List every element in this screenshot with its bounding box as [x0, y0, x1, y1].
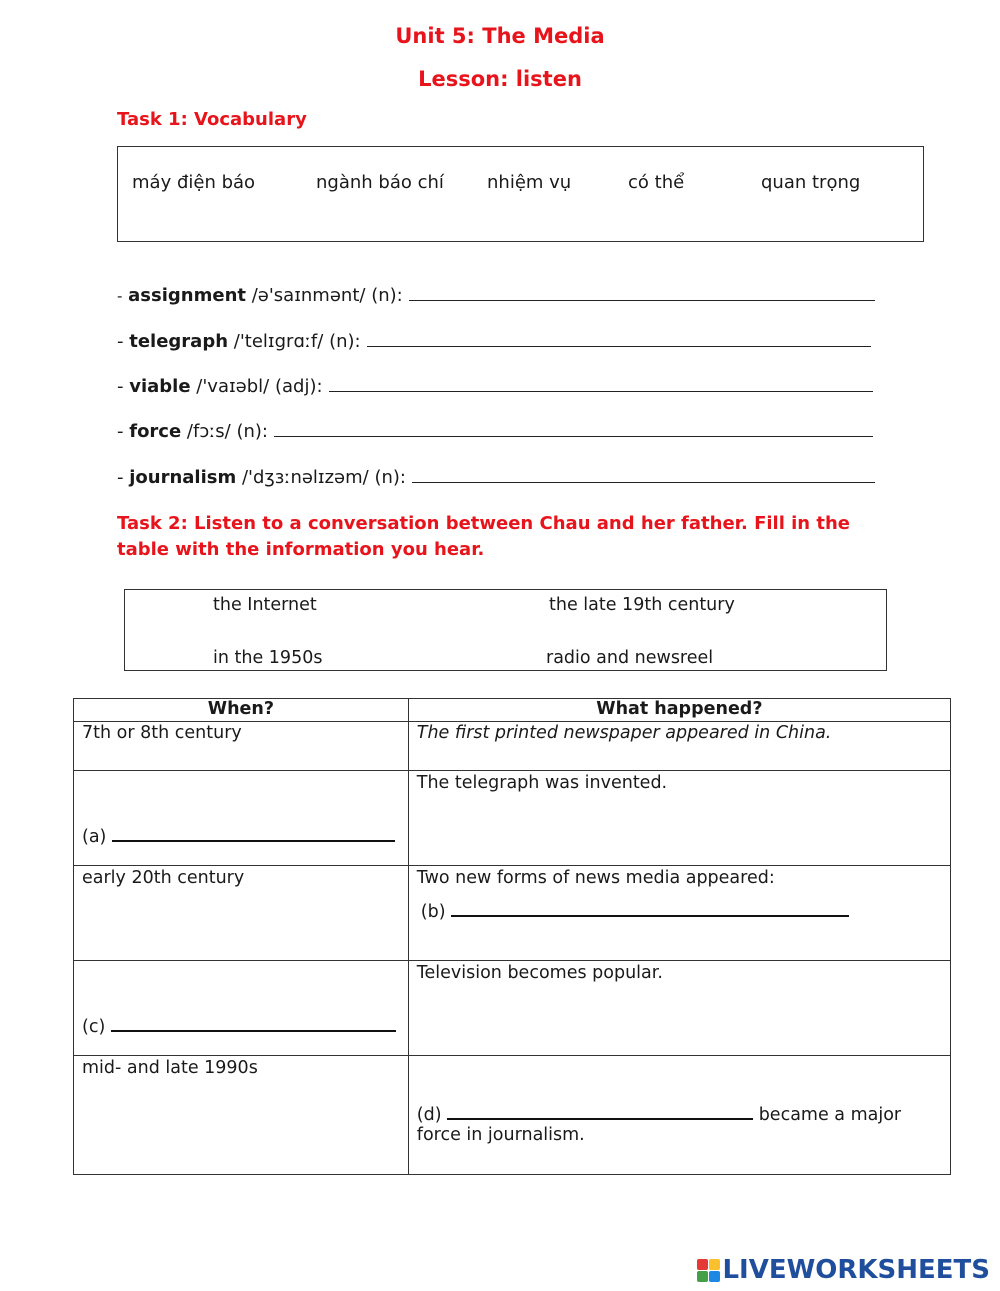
- vocab-phonetic: /'dʒɜːnəlɪzəm/: [241, 467, 369, 488]
- vocab-phonetic: /fɔːs/: [186, 421, 231, 442]
- task2-heading-line2: table with the information you hear.: [117, 539, 485, 560]
- vocab-item: - force /fɔːs/ (n):: [117, 420, 873, 442]
- word-bank-item: ngành báo chí: [316, 172, 444, 193]
- cell-what: [408, 866, 950, 961]
- table-row: [74, 961, 951, 1056]
- answer-line[interactable]: [367, 330, 871, 347]
- vocab-pos: (n):: [371, 285, 403, 306]
- cell-what: The first printed newspaper appeared in China.: [408, 722, 950, 771]
- cell-when: mid- and late 1990s: [74, 1056, 409, 1175]
- vocab-phonetic: /'telɪgrɑːf/: [233, 331, 324, 352]
- vocab-phonetic: /'vaɪəbl/: [196, 376, 270, 397]
- cell-what-text: force in journalism.: [416, 1125, 585, 1145]
- blank-label: (b): [420, 902, 446, 922]
- vocab-item: - telegraph /'telɪgrɑːf/ (n):: [117, 330, 871, 352]
- option-item: in the 1950s: [213, 648, 323, 668]
- vocab-item: - journalism /'dʒɜːnəlɪzəm/ (n):: [117, 466, 875, 488]
- vocab-word: assignment: [128, 285, 246, 306]
- blank-label: (c): [82, 1017, 106, 1037]
- word-bank-item: có thể: [628, 172, 685, 193]
- table-row: [74, 1056, 951, 1175]
- option-item: the late 19th century: [549, 595, 735, 615]
- column-header-when: When?: [74, 699, 409, 722]
- task1-heading: Task 1: Vocabulary: [117, 109, 307, 130]
- cell-what-text: Two new forms of news media appeared:: [416, 868, 775, 888]
- cell-what: The telegraph was invented.: [408, 771, 950, 866]
- vocab-word: force: [129, 421, 182, 442]
- table-header-row: [74, 699, 951, 722]
- vocab-item: - assignment /ə'saɪnmənt/ (n):: [117, 284, 875, 306]
- vocab-word: telegraph: [129, 331, 229, 352]
- vocab-pos: (n):: [374, 467, 406, 488]
- cell-what: Television becomes popular.: [408, 961, 950, 1056]
- cell-when: early 20th century: [74, 866, 409, 961]
- answer-blank-a[interactable]: [112, 826, 395, 842]
- unit-title: Unit 5: The Media: [395, 24, 605, 48]
- cell-what-text: became a major: [758, 1105, 902, 1125]
- timeline-table: [73, 698, 951, 1175]
- lesson-title: Lesson: listen: [418, 67, 582, 91]
- vocab-pos: (n):: [236, 421, 268, 442]
- table-row: [74, 771, 951, 866]
- answer-line[interactable]: [409, 284, 875, 301]
- option-item: radio and newsreel: [546, 648, 714, 668]
- vocab-phonetic: /ə'saɪnmənt/: [251, 285, 366, 306]
- task2-heading-line1: Task 2: Listen to a conversation between Chau and her father. Fill in the: [117, 513, 851, 534]
- answer-line[interactable]: [412, 466, 875, 483]
- column-header-what: What happened?: [408, 699, 950, 722]
- table-row: [74, 866, 951, 961]
- table-row: [74, 722, 951, 771]
- blank-label: (a): [82, 827, 107, 847]
- vocab-item: - viable /'vaɪəbl/ (adj):: [117, 375, 873, 397]
- blank-label: (d): [416, 1105, 442, 1125]
- vocab-pos: (adj):: [274, 376, 323, 397]
- word-bank-item: nhiệm vụ: [487, 172, 572, 193]
- answer-line[interactable]: [329, 375, 873, 392]
- vocab-pos: (n):: [329, 331, 361, 352]
- logo-mark-icon: [697, 1259, 720, 1282]
- liveworksheets-logo: [697, 1255, 990, 1285]
- answer-blank-b[interactable]: [451, 901, 849, 917]
- answer-blank-d[interactable]: [447, 1104, 753, 1120]
- vocab-word: journalism: [129, 467, 237, 488]
- answer-line[interactable]: [274, 420, 873, 437]
- brand-name: LIVEWORKSHEETS: [722, 1255, 990, 1285]
- answer-blank-c[interactable]: [111, 1016, 396, 1032]
- word-bank-box: [117, 146, 924, 242]
- cell-when: [74, 771, 409, 866]
- word-bank-item: quan trọng: [761, 172, 861, 193]
- vocab-word: viable: [129, 376, 191, 397]
- cell-what: [408, 1056, 950, 1175]
- options-box: [124, 589, 887, 671]
- option-item: the Internet: [213, 595, 317, 615]
- cell-when: 7th or 8th century: [74, 722, 409, 771]
- cell-when: [74, 961, 409, 1056]
- word-bank-item: máy điện báo: [132, 172, 256, 193]
